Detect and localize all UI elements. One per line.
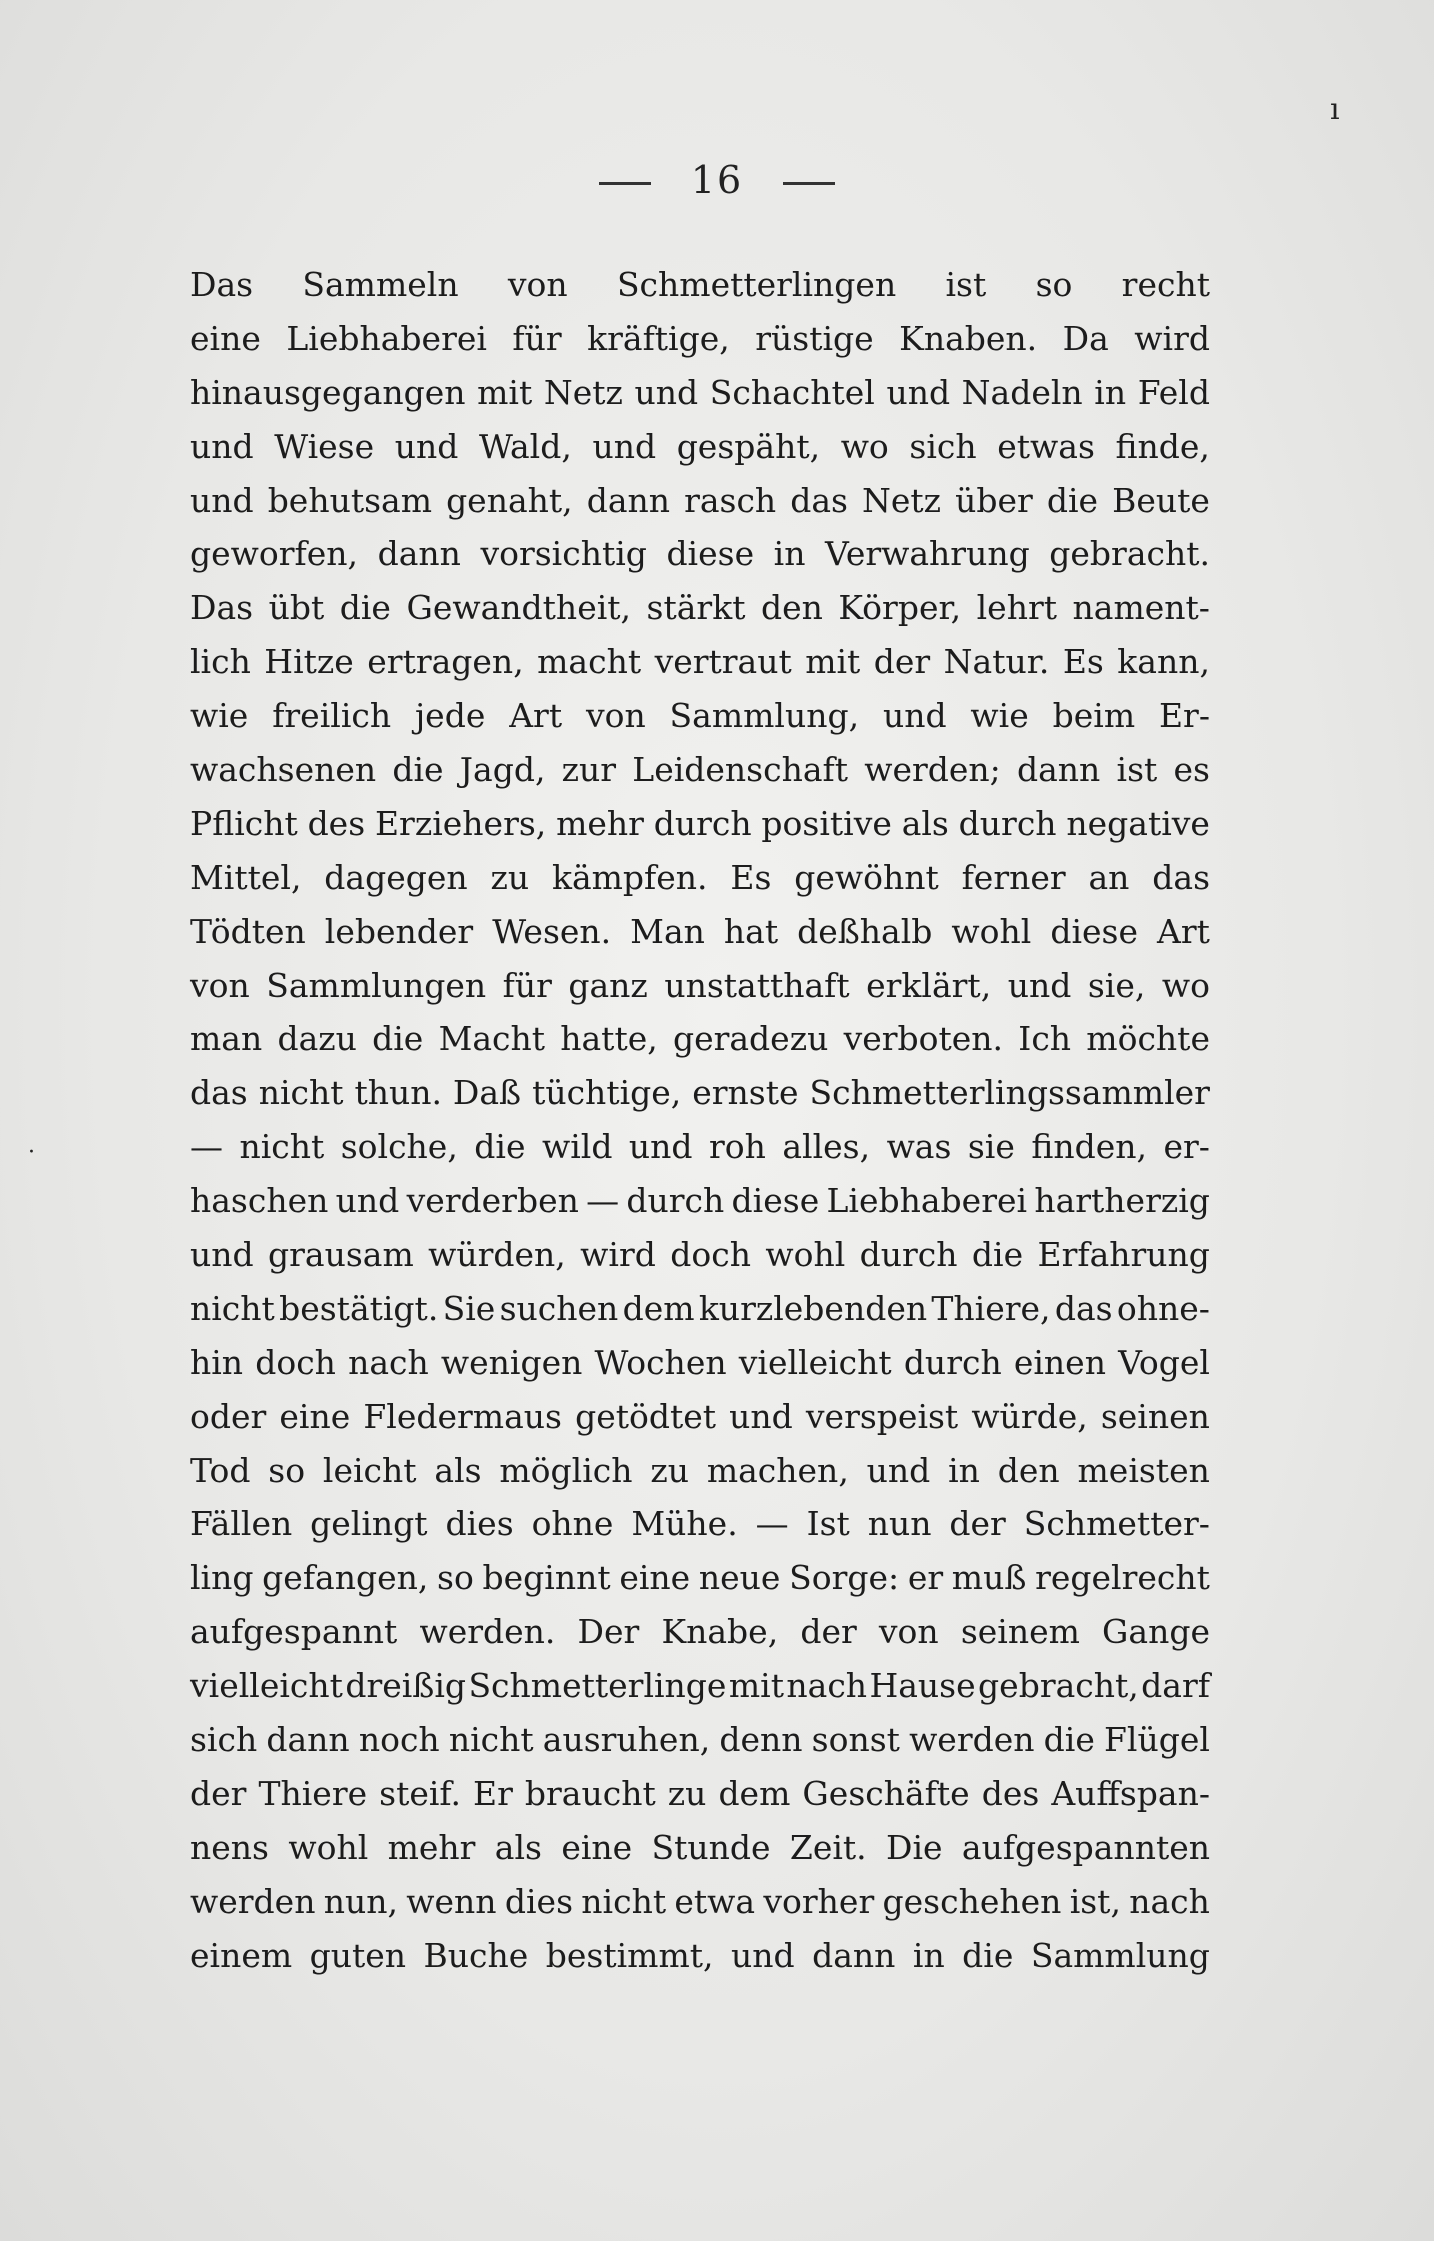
text-line: aufgespannt werden. Der Knabe, der von seinem Gange: [190, 1612, 1210, 1652]
text-line: und grausam würden, wird doch wohl durch die Erfahrung: [190, 1235, 1210, 1275]
text-line: Tödten lebender Wesen. Man hat deßhalb wohl diese Art: [190, 911, 1210, 951]
ink-speck: ·: [28, 1140, 35, 1165]
text-line: Fällen gelingt dies ohne Mühe. — Ist nun der Schmetter-: [190, 1504, 1210, 1544]
text-line: Mittel, dagegen zu kämpfen. Es gewöhnt ferner an das: [190, 857, 1210, 897]
text-line: geworfen, dann vorsichtig diese in Verwahrung gebracht.: [190, 534, 1210, 574]
text-line: nens wohl mehr als eine Stunde Zeit. Die aufgespannten: [190, 1827, 1210, 1867]
left-dash: [599, 182, 651, 185]
text-line: oder eine Fledermaus getödtet und verspeist würde, seinen: [190, 1396, 1210, 1436]
text-line: vielleicht dreißig Schmetterlinge mit nach Hause gebracht, darf: [190, 1666, 1210, 1706]
text-line: lich Hitze ertragen, macht vertraut mit der Natur. Es kann,: [190, 642, 1210, 682]
right-dash: [783, 182, 835, 185]
text-line: wie freilich jede Art von Sammlung, und wie beim Er-: [190, 696, 1210, 736]
text-line: der Thiere steif. Er braucht zu dem Geschäfte des Auffspan-: [190, 1773, 1210, 1813]
text-line: wachsenen die Jagd, zur Leidenschaft werden; dann ist es: [190, 750, 1210, 790]
text-line: sich dann noch nicht ausruhen, denn sonst werden die Flügel: [190, 1720, 1210, 1760]
body-text: [190, 258, 1210, 1983]
text-line: nicht bestätigt. Sie suchen dem kurzlebenden Thiere, das ohne-: [190, 1288, 1210, 1328]
ink-speck: ı: [1330, 92, 1340, 127]
page-header: [0, 158, 1434, 202]
text-line: Das übt die Gewandtheit, stärkt den Körper, lehrt nament-: [190, 588, 1210, 628]
text-line: — nicht solche, die wild und roh alles, was sie finden, er-: [190, 1127, 1210, 1167]
text-line: ling gefangen, so beginnt eine neue Sorge: er muß regelrecht: [190, 1558, 1210, 1598]
text-line: Das Sammeln von Schmetterlingen ist so recht: [190, 265, 1210, 304]
text-line: Tod so leicht als möglich zu machen, und in den meisten: [190, 1450, 1210, 1490]
text-line: und Wiese und Wald, und gespäht, wo sich etwas finde,: [190, 426, 1210, 466]
text-line: werden nun, wenn dies nicht etwa vorher geschehen ist, nach: [190, 1881, 1210, 1921]
text-line: hin doch nach wenigen Wochen vielleicht durch einen Vogel: [190, 1342, 1210, 1382]
text-line: von Sammlungen für ganz unstatthaft erklärt, und sie, wo: [190, 965, 1210, 1005]
text-line: Pflicht des Erziehers, mehr durch positive als durch negative: [190, 803, 1210, 843]
text-line: einem guten Buche bestimmt, und dann in die Sammlung: [190, 1935, 1210, 1975]
page-number: 16: [690, 158, 744, 202]
text-line: man dazu die Macht hatte, geradezu verboten. Ich möchte: [190, 1019, 1210, 1059]
text-line: haschen und verderben — durch diese Liebhaberei hartherzig: [190, 1181, 1210, 1221]
text-line: und behutsam genaht, dann rasch das Netz über die Beute: [190, 480, 1210, 520]
text-line: das nicht thun. Daß tüchtige, ernste Schmetterlingssammler: [190, 1073, 1210, 1113]
text-line: hinausgegangen mit Netz und Schachtel und Nadeln in Feld: [190, 372, 1210, 412]
text-line: eine Liebhaberei für kräftige, rüstige Knaben. Da wird: [190, 318, 1210, 358]
